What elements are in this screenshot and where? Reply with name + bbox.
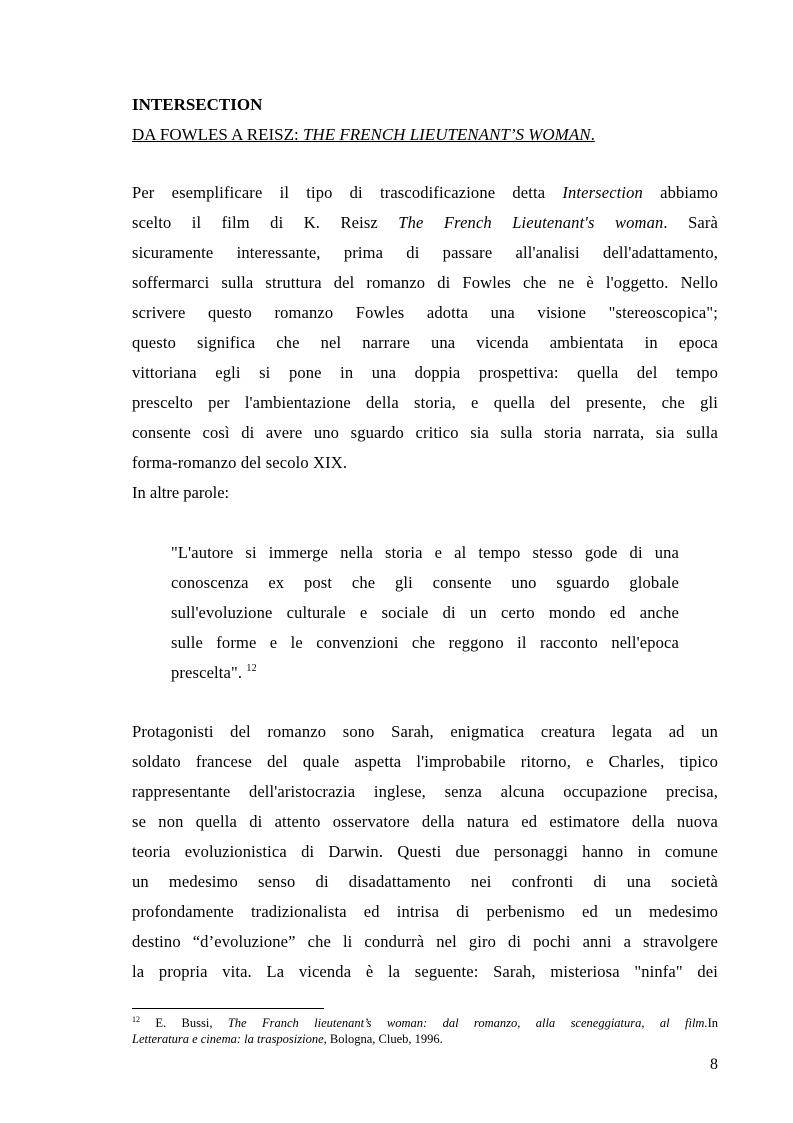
quote-line: sull'evoluzione culturale e sociale di un certo mondo ed anche: [171, 603, 679, 622]
italic-term: Intersection: [562, 183, 643, 202]
quote-line: sulle forme e le convenzioni che reggono il racconto nell'epoca: [171, 633, 679, 652]
intro-text: In altre parole:: [132, 483, 230, 502]
paragraph-line: [132, 208, 718, 238]
quote-line: [171, 658, 679, 688]
footnote-line: [132, 1015, 718, 1031]
section-subheading: [132, 124, 595, 146]
footnote-line: [132, 1031, 718, 1047]
quote-line: conoscenza ex post che gli consente uno sguardo globale: [171, 573, 679, 592]
paragraph-line: [132, 178, 718, 208]
footnote-ref: 12: [246, 663, 257, 674]
paragraph-1: [132, 178, 718, 478]
paragraph-line: prescelto per l'ambientazione della storia, e quella del presente, che gli: [132, 393, 718, 412]
film-title: The French Lieutenant's woman: [398, 213, 664, 232]
footnote-author: E. Bussi,: [140, 1016, 228, 1030]
paragraph-line: soldato francese del quale aspetta l'improbabile ritorno, e Charles, tipico: [132, 752, 718, 771]
paragraph-2: [132, 717, 718, 987]
paragraph-line: se non quella di attento osservatore della natura ed estimatore della nuova: [132, 812, 718, 831]
paragraph-line: questo significa che nel narrare una vicenda ambientata in epoca: [132, 333, 718, 352]
subheading-title: THE FRENCH LIEUTENANT’S WOMAN: [302, 125, 591, 144]
paragraph-line: Protagonisti del romanzo sono Sarah, enigmatica creatura legata ad un: [132, 722, 718, 741]
footnote-number: 12: [132, 1015, 140, 1024]
paragraph-line: consente così di avere uno sguardo critico sia sulla storia narrata, sia sulla: [132, 423, 718, 442]
paragraph-line: scrivere questo romanzo Fowles adotta una visione "stereoscopica";: [132, 303, 718, 322]
page-number: 8: [710, 1056, 718, 1073]
paragraph-line: teoria evoluzionistica di Darwin. Questi due personaggi hanno in comune: [132, 842, 718, 861]
section-heading: INTERSECTION: [132, 95, 263, 114]
footnote-title: The Franch lieutenant’s woman: dal romanzo, alla sceneggiatura, al film.: [227, 1016, 708, 1030]
footnote-publisher: Bologna, Clueb, 1996.: [326, 1032, 443, 1046]
paragraph-line: sicuramente interessante, prima di passare all'analisi dell'adattamento,: [132, 243, 718, 262]
paragraph-line: rappresentante dell'aristocrazia inglese, senza alcuna occupazione precisa,: [132, 782, 718, 801]
text-run: abbiamo: [642, 183, 718, 202]
block-quote: [171, 538, 679, 688]
paragraph-line: un medesimo senso di disadattamento nei confronti di una società: [132, 872, 718, 891]
text-run: . Sarà: [663, 213, 718, 232]
text-run: Per esemplificare il tipo di trascodificazione detta: [132, 183, 563, 202]
footnote-book: Letteratura e cinema: la trasposizione,: [132, 1032, 327, 1046]
text-run: prescelta".: [171, 663, 247, 682]
paragraph-line: profondamente tradizionalista ed intrisa di perbenismo ed un medesimo: [132, 902, 718, 921]
text-run: In: [707, 1016, 718, 1030]
paragraph-line: destino “d’evoluzione” che li condurrà nel giro di pochi anni a stravolgere: [132, 932, 718, 951]
footnote-divider: [132, 1008, 324, 1009]
subheading-prefix: DA FOWLES A REISZ:: [132, 125, 303, 144]
paragraph-line: vittoriana egli si pone in una doppia prospettiva: quella del tempo: [132, 363, 718, 382]
paragraph-line: soffermarci sulla struttura del romanzo di Fowles che ne è l'oggetto. Nello: [132, 273, 718, 292]
quote-line: "L'autore si immerge nella storia e al tempo stesso gode di una: [171, 543, 679, 562]
subheading-suffix: .: [590, 125, 595, 144]
text-run: scelto il film di K. Reisz: [132, 213, 399, 232]
paragraph-line: forma-romanzo del secolo XIX.: [132, 453, 348, 472]
paragraph-line: la propria vita. La vicenda è la seguente: Sarah, misteriosa "ninfa" dei: [132, 962, 718, 981]
